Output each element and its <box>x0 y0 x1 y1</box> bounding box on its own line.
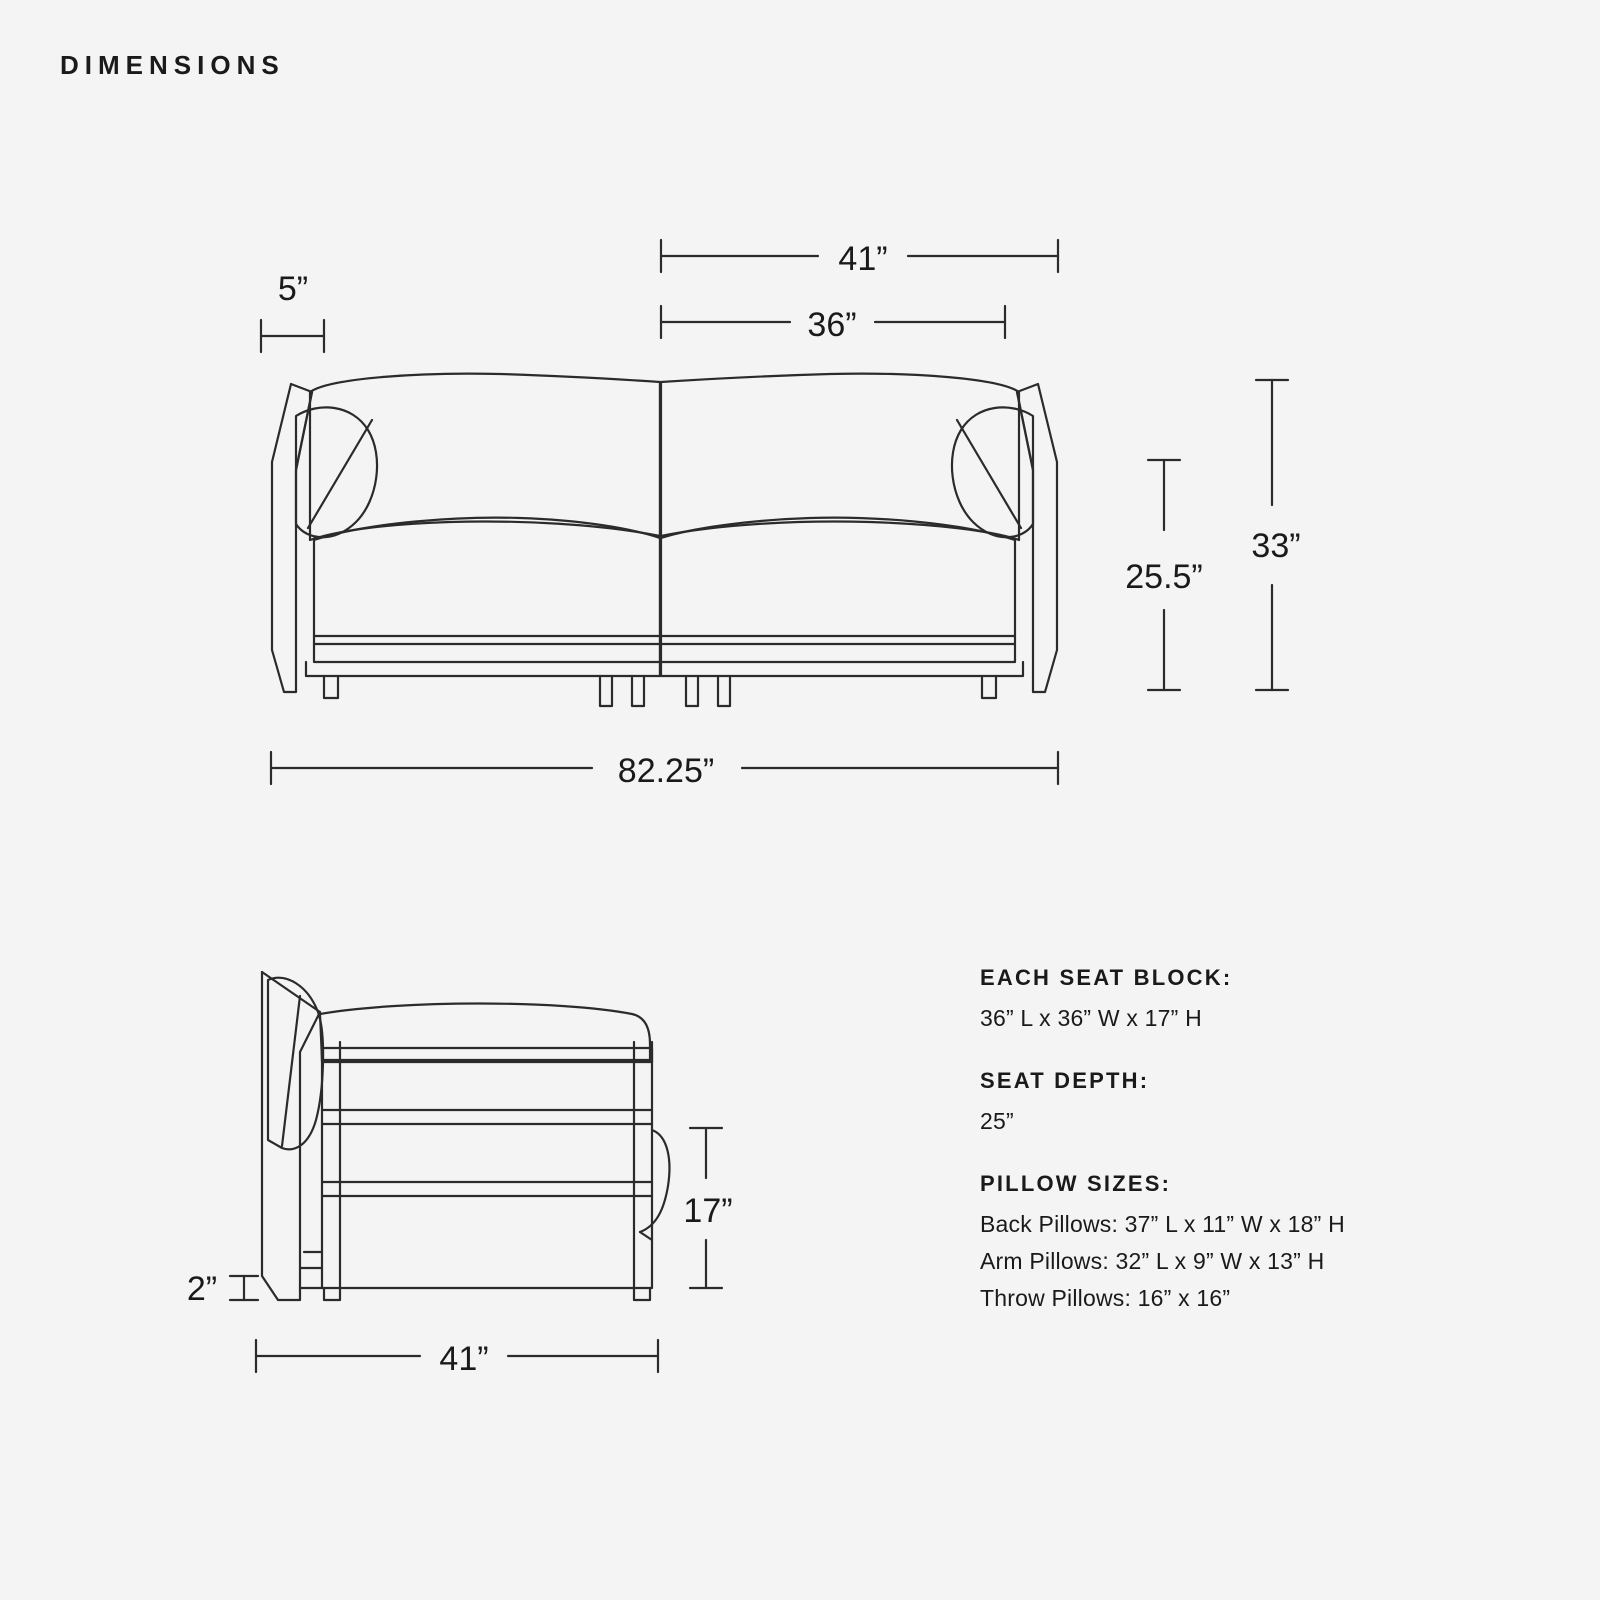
spec-value-back-pillows: Back Pillows: 37” L x 11” W x 18” H <box>980 1211 1345 1237</box>
spec-block-seat-depth <box>980 1068 1540 1135</box>
spec-value-arm-pillows: Arm Pillows: 32” L x 9” W x 13” H <box>980 1248 1325 1274</box>
label-side-depth-41: 41” <box>439 1340 489 1378</box>
label-side-leg-height-2: 2” <box>186 1270 218 1308</box>
dim-line-2 <box>230 1276 258 1300</box>
spec-heading-seat-block: EACH SEAT BLOCK: <box>980 965 1233 990</box>
label-front-overall-width-82-25: 82.25” <box>617 752 715 790</box>
label-front-arm-5: 5” <box>277 270 309 308</box>
spec-heading-seat-depth: SEAT DEPTH: <box>980 1068 1150 1093</box>
label-side-seat-height-17: 17” <box>683 1192 733 1230</box>
spec-block-seat <box>980 965 1540 1032</box>
label-front-seat-height-25-5: 25.5” <box>1125 558 1203 596</box>
label-front-height-33: 33” <box>1251 527 1301 565</box>
label-front-width-41: 41” <box>838 240 888 278</box>
spec-value-seat-block: 36” L x 36” W x 17” H <box>980 1005 1202 1031</box>
spec-heading-pillow-sizes: PILLOW SIZES: <box>980 1171 1172 1196</box>
specs-list <box>980 965 1540 1348</box>
spec-block-pillow-sizes <box>980 1171 1540 1312</box>
spec-value-throw-pillows: Throw Pillows: 16” x 16” <box>980 1285 1231 1311</box>
dim-line-5 <box>261 320 324 352</box>
spec-value-seat-depth: 25” <box>980 1108 1014 1134</box>
page-title: DIMENSIONS <box>60 50 285 80</box>
label-front-seat-36: 36” <box>807 306 857 344</box>
